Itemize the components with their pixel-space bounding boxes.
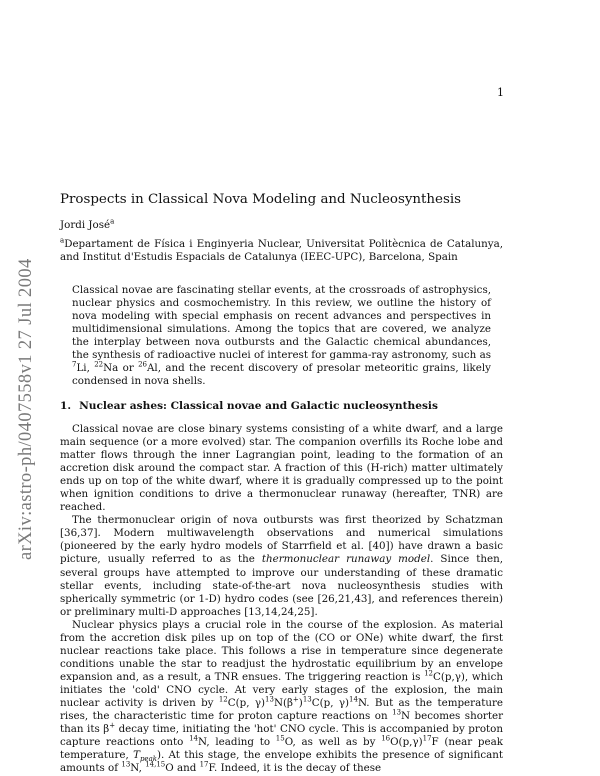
page-number: 1 xyxy=(497,86,504,99)
abstract: Classical novae are fascinating stellar events, at the crossroads of astrophysics, nuclear physics and cosmochemistry. In this review, we outline the history of nova modeling with special emphasis on recent advances and perspectives in multidimensional simulations. Among the topics that are covered, we analyze the interplay between nova outbursts and the Galactic chemical abundances, the synthesis of radioactive nuclei of interest for gamma-ray astronomy, such as $^7$Li, $^{22}$Na or $^{26}$Al, and the recent discovery of presolar meteoritic grains, likely condensed in nova shells. xyxy=(72,284,491,388)
paragraph-3: Nuclear physics plays a crucial role in the course of the explosion. As material from the accretion disk piles up on top of the (CO or ONe) white dwarf, the first nuclear reactions take place. This follows a rise in temperature since degenerate conditions unable the star to readjust the hydrostatic equilibrium by an envelope expansion and, as a result, a TNR ensues. The triggering reaction is $^{12}$C(p,γ), which initiates the 'cold' CNO cycle. At very early stages of the explosion, the main nuclear activity is driven by $^{12}$C(p, $\gamma)^{13}N(\beta^+)^{13}C(p$, γ)$^{14}$N. But as the temperature rises, the characteristic time for proton capture reactions on $^{13}$N becomes shorter than its β+ decay time, initiating the 'hot' CNO cycle. This is accompanied by proton capture reactions onto $^{14}$N, leading to $^{15}$O, as well as by $^{16}O(p,\gamma)^{17}F$ (near peak temperature, $T_{peak}$). At this stage, the envelope exhibits the presence of significant amounts of $^{13}$N, $^{14,15}$O and $^{17}$F. Indeed, it is the decay of these xyxy=(60,618,504,775)
affiliation xyxy=(60,238,503,264)
paragraph-2: The thermonuclear origin of nova outbursts was first theorized by Schatzman [36,37]. Modern multiwavelength observations and numerical simulations (pioneered by the early hydro models of Starrfield et al. [40]) have drawn a basic picture, usually referred to as the thermonuclear runaway model. Since then, several groups have attempted to improve our understanding of these dramatic stellar events, including state-of-the-art nova nucleosynthesis studies with spherically symmetric (or 1-D) hydro codes (see [26,21,43], and references therein) or preliminary multi-D approaches [13,14,24,25]. xyxy=(60,514,503,618)
arxiv-identifier-stamp: arXiv:astro-ph/0407558v1 27 Jul 2004 xyxy=(16,258,36,560)
affiliation-text: Departament de Física i Enginyeria Nuclear, Universitat Politècnica de Catalunya, and Institut d'Estudis Espacials de Catalunya (IEEC-UPC), Barcelona, Spain xyxy=(60,238,503,264)
paragraph-1: Classical novae are close binary systems consisting of a white dwarf, and a large main sequence (or a more evolved) star. The companion overfills its Roche lobe and matter flows through the inner Lagrangian point, leading to the formation of an accretion disk around the compact star. A fraction of this (H-rich) matter ultimately ends up on top of the white dwarf, where it is gradually compressed up to the point when ignition conditions to drive a thermonuclear runaway (hereafter, TNR) are reached. xyxy=(60,423,503,514)
affiliation-marker: a xyxy=(60,236,65,245)
author-line xyxy=(60,219,114,232)
author-affiliation-marker: a xyxy=(110,217,115,226)
paper-title: Prospects in Classical Nova Modeling and Nucleosynthesis xyxy=(60,192,462,207)
section-heading xyxy=(60,400,438,413)
section-title: Nuclear ashes: Classical novae and Galactic nucleosynthesis xyxy=(79,400,438,412)
section-body xyxy=(60,423,503,775)
section-number: 1. xyxy=(60,400,72,412)
author-name: Jordi José xyxy=(60,219,111,231)
